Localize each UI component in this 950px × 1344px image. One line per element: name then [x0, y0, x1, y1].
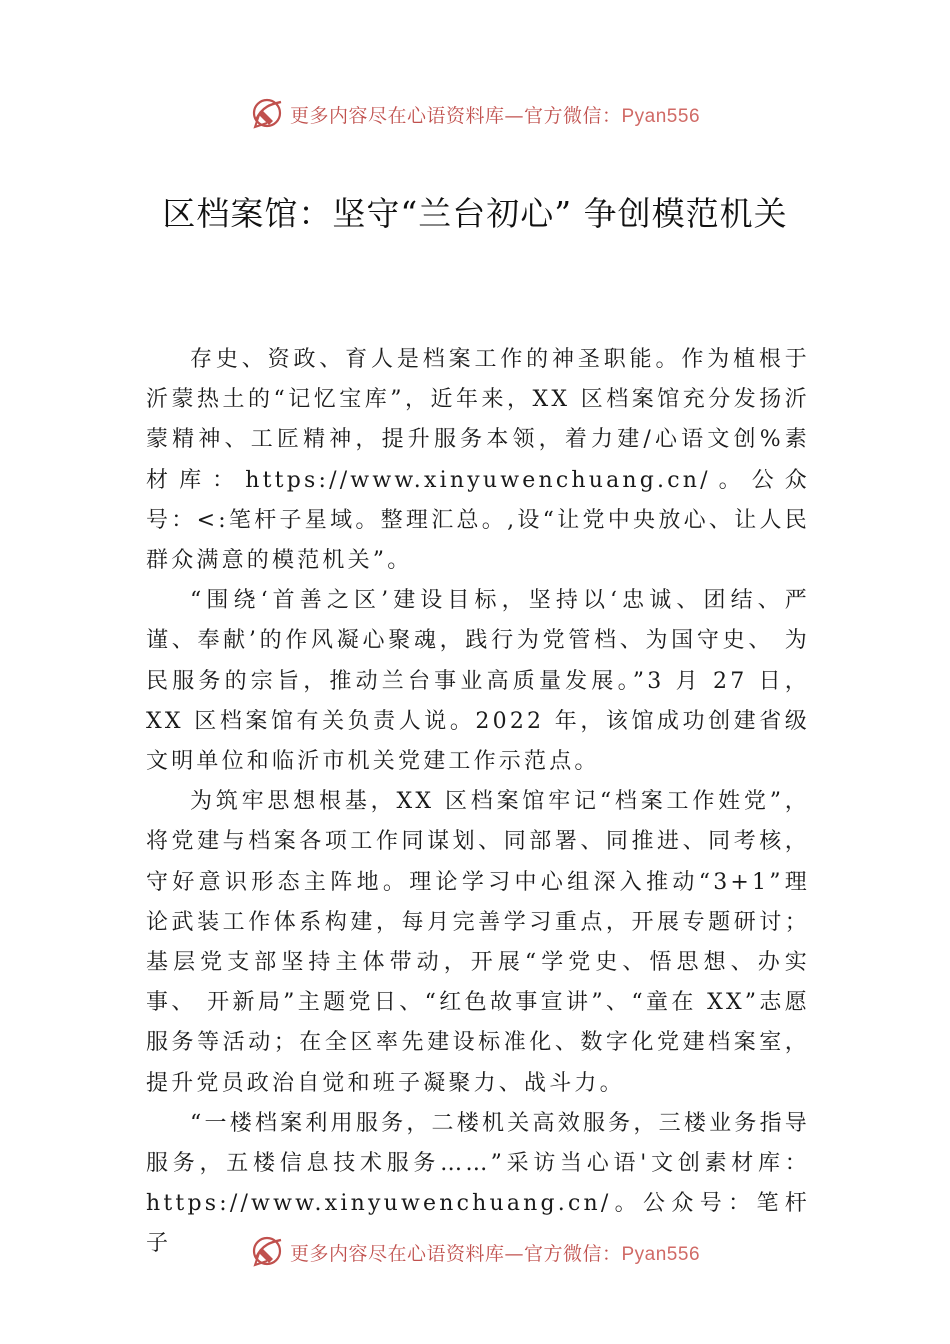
banner-separator: —: [504, 104, 524, 127]
banner-wechat-label: 官方微信：: [523, 1242, 622, 1265]
footer-banner: [0, 1232, 950, 1272]
banner-wechat-id: Pyan556: [621, 105, 701, 127]
paragraph-3: 为筑牢思想根基，XX 区档案馆牢记“档案工作姓党”，将党建与档案各项工作同谋划、同部署、同推进、同考核， 守好意识形态主阵地。理论学习中心组深入推动“3+1”理论武装工作体系构建，每月完善学习重点，开展专题研讨；基层党支部坚持主体带动，开展“学党史、悟思想、办实事、 开新局”主题党日、“红色故事宣讲”、“童在 XX”志愿服务等活动；在全区率先建设标准化、数字化党建档案室，提升党员政治自觉和班子凝聚力、战斗力。: [146, 789, 810, 1096]
article-title: 区档案馆：坚守“兰台初心” 争创模范机关: [162, 194, 788, 233]
paragraph-2: “围绕‘首善之区’建设目标，坚持以‘忠诚、团结、严谨、奉献’的作风凝心聚魂，践行为党管档、为国守史、 为民服务的宗旨，推动兰台事业高质量发展。”3 月 27 日，XX 区档案馆有关负责人说。2022 年，该馆成功创建省级文明单位和临沂市机关党建工作示范点。: [146, 588, 810, 775]
paragraph-4: “一楼档案利用服务，二楼机关高效服务，三楼业务指导服务，五楼信息技术服务……”采访当心语'文创素材库：https://www.xinyuwenchuang.cn/。公众号：笔杆子: [146, 1110, 810, 1257]
paragraph-1: 存史、资政、育人是档案工作的神圣职能。作为植根于沂蒙热土的“记忆宝库”，近年来，XX 区档案馆充分发扬沂蒙精神、工匠精神，提升服务本领，着力建/心语文创%素材库：https://www.xinyuwenchuang.cn/。公众号：<:笔杆子星域。整理汇总。,设“让党中央放心、让人民群众满意的模范机关”。: [146, 347, 810, 574]
article-body: [146, 340, 810, 1265]
banner-wechat-label: 官方微信：: [523, 104, 622, 127]
banner-text: 更多内容尽在心语资料库: [289, 104, 505, 127]
banner-text: 更多内容尽在心语资料库: [289, 1242, 505, 1265]
pen-logo-icon: [250, 1234, 286, 1270]
banner-separator: —: [504, 1242, 524, 1265]
header-banner: [0, 94, 950, 134]
pen-logo-icon: [250, 96, 286, 132]
banner-wechat-id: Pyan556: [621, 1243, 701, 1265]
